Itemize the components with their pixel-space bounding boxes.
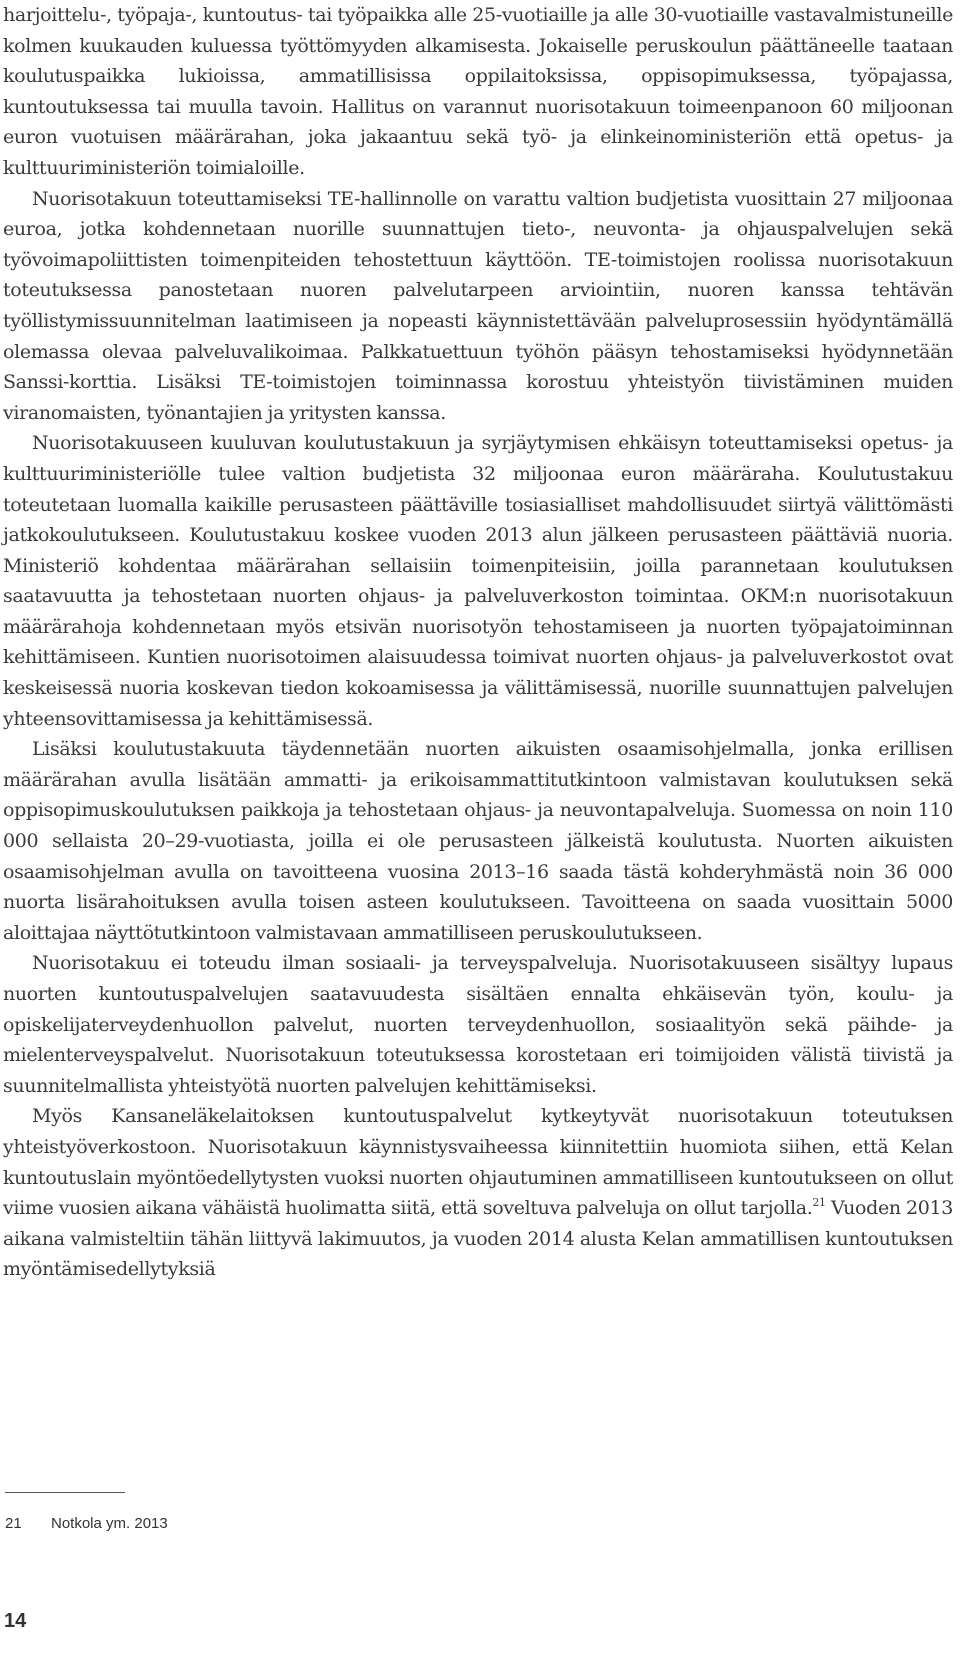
paragraph-6-part-2: Vuoden 2013 aikana valmisteltiin tähän liittyvä lakimuutos, ja vuoden 2014 alusta Kelan ammatillisen kuntoutuksen myöntämisedellytyksiä — [3, 1197, 953, 1281]
page-number: 14 — [4, 1610, 27, 1632]
paragraph-5: Nuorisotakuu ei toteudu ilman sosiaali- ja terveyspalveluja. Nuorisotakuuseen sisältyy lupaus nuorten kuntoutuspalvelujen saatavuudesta sisältäen ennalta ehkäisevän työn, koulu- ja opiskelijaterveydenhuollon palvelut, nuorten terveydenhuollon, sosiaalityön sekä päihde- ja mielenterveyspalvelut. Nuorisotakuun toteutuksessa korostetaan eri toimijoiden välistä tiivistä ja suunnitelmallista yhteistyötä nuorten palvelujen kehittämiseksi. — [3, 952, 953, 1097]
paragraph-4: Lisäksi koulutustakuuta täydennetään nuorten aikuisten osaamisohjelmalla, jonka erillisen määrärahan avulla lisätään ammatti- ja erikoisammattitutkintoon valmistavan koulutuksen sekä oppisopimuskoulutuksen paikkoja ja tehostetaan ohjaus- ja neuvontapalveluja. Suomessa on noin 110 000 sellaista 20–29-vuotiasta, joilla ei ole perusasteen jälkeistä koulutusta. Nuorten aikuisten osaamisohjelman avulla on tavoitteena vuosina 2013–16 saada tästä kohderyhmästä noin 36 000 nuorta lisärahoituksen avulla toisen asteen koulutukseen. Tavoitteena on saada vuosittain 5000 aloittajaa näyttötutkintoon valmistavaan ammatilliseen peruskoulutukseen. — [3, 738, 953, 944]
body-text — [3, 0, 953, 1285]
footnote-reference[interactable]: 21 — [812, 1196, 826, 1210]
paragraph-1: harjoittelu-, työpaja-, kuntoutus- tai työpaikka alle 25-vuotiaille ja alle 30-vuotiaille vastavalmistuneille kolmen kuukauden kuluessa työttömyyden alkamisesta. Jokaiselle peruskoulun päättäneelle taataan koulutuspaikka lukioissa, ammatillisissa oppilaitoksissa, oppisopimuksessa, työpajassa, kuntoutuksessa tai muulla tavoin. Hallitus on varannut nuorisotakuun toimeenpanoon 60 miljoonan euron vuotuisen määrärahan, joka jakaantuu sekä työ- ja elinkeinoministeriön että opetus- ja kulttuuriministeriön toimialoille. — [3, 4, 953, 179]
paragraph-3: Nuorisotakuuseen kuuluvan koulutustakuun ja syrjäytymisen ehkäisyn toteuttamiseksi opetus- ja kulttuuriministeriölle tulee valtion budjetista 32 miljoonaa euron määräraha. Koulutustakuu toteutetaan luomalla kaikille perusasteen päättäville tosiasialliset mahdollisuudet siirtyä välittömästi jatkokoulutukseen. Koulutustakuu koskee vuoden 2013 alun jälkeen perusasteen päättäviä nuoria. Ministeriö kohdentaa määrärahan sellaisiin toimenpiteisiin, joilla parannetaan koulutuksen saatavuutta ja tehostetaan nuorten ohjaus- ja palveluverkoston toimintaa. OKM:n nuorisotakuun määrärahoja kohdennetaan myös etsivän nuorisotyön tehostamiseen ja nuorten työpajatoiminnan kehittämiseen. Kuntien nuorisotoimen alaisuudessa toimivat nuorten ohjaus- ja palveluverkostot ovat keskeisessä nuoria koskevan tiedon kokoamisessa ja välittämisessä, nuorille suunnattujen palvelujen yhteensovittamisessa ja kehittämisessä. — [3, 432, 953, 730]
footnote-number: 21 — [5, 1515, 22, 1532]
footnote — [5, 1515, 168, 1532]
footnote-divider — [5, 1492, 125, 1493]
paragraph-6-part-1: Myös Kansaneläkelaitoksen kuntoutuspalvelut kytkeytyvät nuorisotakuun toteutuksen yhteistyöverkostoon. Nuorisotakuun käynnistysvaiheessa kiinnitettiin huomiota siihen, että Kelan kuntoutuslain myöntöedellytysten vuoksi nuorten ohjautuminen ammatilliseen kuntoutukseen on ollut viime vuosien aikana vähäistä huolimatta siitä, että soveltuva palveluja on ollut tarjolla. — [3, 1105, 953, 1220]
paragraph-6 — [3, 1101, 953, 1285]
footnote-text: Notkola ym. 2013 — [51, 1515, 168, 1532]
paragraph-2: Nuorisotakuun toteuttamiseksi TE-hallinnolle on varattu valtion budjetista vuosittain 27 miljoonaa euroa, jotka kohdennetaan nuorille suunnattujen tieto-, neuvonta- ja ohjauspalvelujen sekä työvoimapoliittisten toimenpiteiden tehostettuun käyttöön. TE-toimistojen roolissa nuorisotakuun toteutuksessa panostetaan nuoren palvelutarpeen arviointiin, nuoren kanssa tehtävän työllistymissuunnitelman laatimiseen ja nopeasti käynnistettävään palveluprosessiin hyödyntämällä olemassa olevaa palveluvalikoimaa. Palkkatuettuun työhön pääsyn tehostamiseksi hyödynnetään Sanssi-korttia. Lisäksi TE-toimistojen toiminnassa korostuu yhteistyön tiivistäminen muiden viranomaisten, työnantajien ja yritysten kanssa. — [3, 187, 953, 424]
